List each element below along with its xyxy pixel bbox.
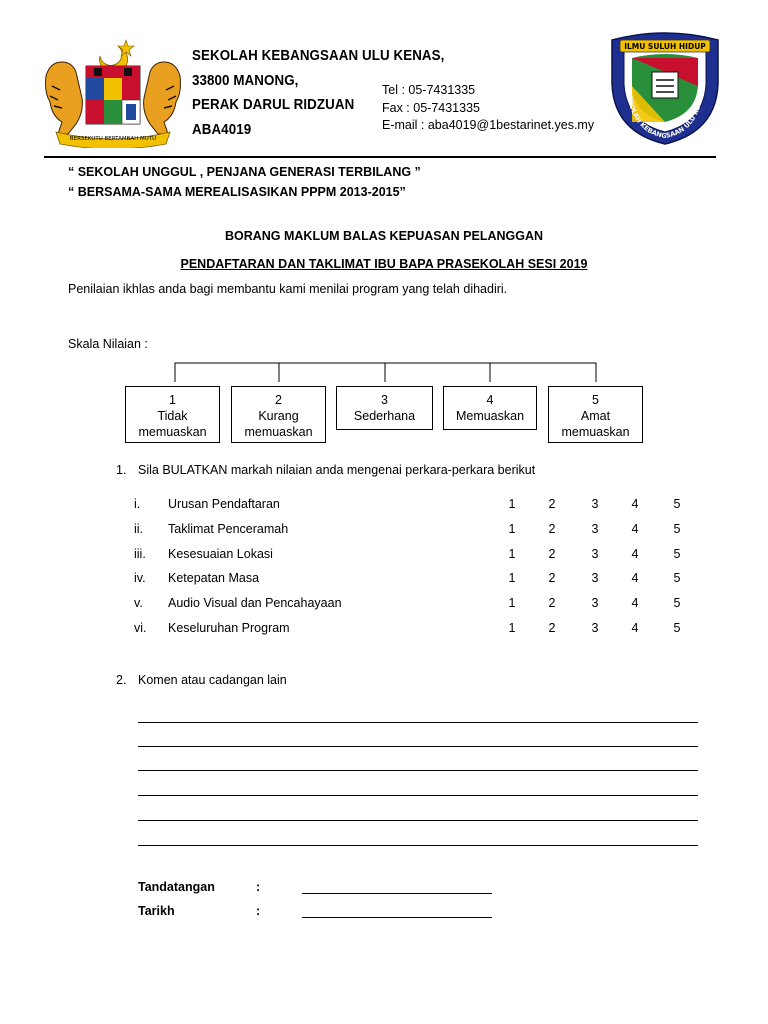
svg-text:SEKOLAH KEBANGSAAN ULU KENAS: SEKOLAH KEBANGSAAN ULU KENAS bbox=[624, 90, 706, 141]
question-2-text: Komen atau cadangan lain bbox=[138, 673, 287, 687]
comment-line[interactable] bbox=[138, 722, 698, 723]
email-text: E-mail : aba4019@1bestarinet.yes.my bbox=[382, 118, 595, 132]
rating-item-row bbox=[0, 571, 768, 591]
rating-option-3[interactable]: 3 bbox=[591, 621, 599, 635]
comment-line[interactable] bbox=[138, 746, 698, 747]
rating-item-row bbox=[0, 547, 768, 567]
question-1-number: 1. bbox=[116, 463, 127, 477]
svg-text:BERSEKUTU BERTAMBAH MUTU: BERSEKUTU BERTAMBAH MUTU bbox=[69, 136, 157, 142]
rating-item-row bbox=[0, 621, 768, 641]
svg-text:ILMU SULUH HIDUP: ILMU SULUH HIDUP bbox=[624, 42, 706, 51]
comment-line[interactable] bbox=[138, 770, 698, 771]
rating-option-4[interactable]: 4 bbox=[631, 621, 639, 635]
form-subtitle-text: PENDAFTARAN DAN TAKLIMAT IBU BAPA PRASEKOLAH SESI 2019 bbox=[180, 257, 588, 271]
rating-option-2[interactable]: 2 bbox=[548, 596, 556, 611]
item-label: Audio Visual dan Pencahayaan bbox=[168, 596, 342, 611]
scale-box-2 bbox=[231, 386, 326, 443]
scale-text: Tidak bbox=[157, 409, 188, 423]
item-roman-numeral: i. bbox=[134, 497, 141, 511]
scale-num: 3 bbox=[381, 393, 388, 407]
rating-option-2[interactable]: 2 bbox=[548, 571, 556, 586]
fax-text: Fax : 05-7431335 bbox=[382, 100, 480, 115]
contact-block bbox=[382, 82, 594, 135]
item-label: Urusan Pendaftaran bbox=[168, 497, 280, 511]
signature-line[interactable] bbox=[302, 893, 492, 894]
scale-num: 5 bbox=[592, 393, 599, 407]
item-roman-numeral: ii. bbox=[134, 521, 144, 536]
school-code: ABA4019 bbox=[192, 121, 252, 138]
rating-option-5[interactable]: 5 bbox=[673, 521, 681, 536]
rating-option-5[interactable]: 5 bbox=[673, 596, 681, 611]
question-1-text: Sila BULATKAN markah nilaian anda mengenai perkara-perkara berikut bbox=[138, 463, 536, 477]
scale-text: memuaskan bbox=[138, 425, 207, 439]
school-crest-logo bbox=[604, 28, 726, 146]
school-postcode: 33800 MANONG, bbox=[192, 72, 299, 89]
item-roman-numeral: v. bbox=[134, 596, 143, 611]
rating-option-5[interactable]: 5 bbox=[673, 497, 681, 511]
rating-option-4[interactable]: 4 bbox=[631, 596, 639, 611]
comment-line[interactable] bbox=[138, 845, 698, 846]
scale-box-1 bbox=[125, 386, 220, 443]
scale-text: Kurang bbox=[258, 409, 299, 423]
comment-line[interactable] bbox=[138, 795, 698, 796]
date-label: Tarikh bbox=[138, 904, 175, 918]
rating-item-row bbox=[0, 522, 768, 542]
scale-box-3 bbox=[336, 386, 433, 430]
rating-option-1[interactable]: 1 bbox=[508, 621, 516, 635]
rating-option-4[interactable]: 4 bbox=[631, 546, 639, 561]
rating-option-3[interactable]: 3 bbox=[591, 596, 599, 611]
scale-box-5 bbox=[548, 386, 643, 443]
rating-option-3[interactable]: 3 bbox=[591, 521, 599, 536]
rating-option-1[interactable]: 1 bbox=[508, 596, 516, 611]
scale-num: 4 bbox=[486, 393, 494, 407]
rating-option-4[interactable]: 4 bbox=[631, 521, 639, 536]
item-label: Ketepatan Masa bbox=[168, 571, 260, 586]
rating-option-3[interactable]: 3 bbox=[591, 497, 599, 511]
motto-line-2: “ BERSAMA-SAMA MEREALISASIKAN PPPM 2013-2015” bbox=[68, 185, 406, 199]
form-subtitle bbox=[0, 257, 768, 271]
school-name: SEKOLAH KEBANGSAAN ULU KENAS, bbox=[192, 48, 445, 64]
rating-option-5[interactable]: 5 bbox=[673, 621, 681, 635]
scale-box-4 bbox=[443, 386, 537, 430]
item-roman-numeral: iv. bbox=[134, 571, 146, 586]
scale-text: Amat bbox=[580, 409, 611, 423]
item-roman-numeral: vi. bbox=[134, 621, 147, 635]
intro-text: Penilaian ikhlas anda bagi membantu kami menilai program yang telah dihadiri. bbox=[68, 282, 508, 296]
scale-num: 2 bbox=[275, 393, 282, 407]
signature-colon: : bbox=[256, 880, 261, 894]
rating-option-1[interactable]: 1 bbox=[508, 497, 516, 511]
rating-option-1[interactable]: 1 bbox=[508, 546, 516, 561]
rating-option-4[interactable]: 4 bbox=[631, 497, 639, 511]
date-colon: : bbox=[256, 904, 261, 918]
rating-option-3[interactable]: 3 bbox=[591, 571, 599, 586]
rating-option-3[interactable]: 3 bbox=[591, 546, 599, 561]
scale-num: 1 bbox=[169, 393, 176, 407]
header-divider bbox=[44, 156, 716, 158]
signature-label: Tandatangan bbox=[138, 880, 215, 894]
item-label: Taklimat Penceramah bbox=[168, 521, 289, 536]
rating-item-row bbox=[0, 497, 768, 517]
rating-option-1[interactable]: 1 bbox=[508, 521, 516, 536]
malaysia-coat-of-arms-logo bbox=[38, 36, 188, 148]
item-label: Kesesuaian Lokasi bbox=[168, 546, 273, 561]
rating-option-2[interactable]: 2 bbox=[548, 621, 556, 635]
rating-option-2[interactable]: 2 bbox=[548, 521, 556, 536]
question-2-number: 2. bbox=[116, 673, 127, 687]
rating-option-5[interactable]: 5 bbox=[673, 571, 681, 586]
school-state: PERAK DARUL RIDZUAN bbox=[192, 97, 355, 113]
scale-text: Memuaskan bbox=[455, 409, 525, 423]
comment-line[interactable] bbox=[138, 820, 698, 821]
date-line[interactable] bbox=[302, 917, 492, 918]
scale-label: Skala Nilaian : bbox=[68, 337, 148, 351]
tel-text: Tel : 05-7431335 bbox=[382, 83, 476, 97]
scale-text: memuaskan bbox=[561, 425, 630, 439]
scale-text: memuaskan bbox=[244, 425, 313, 439]
rating-option-2[interactable]: 2 bbox=[548, 497, 556, 511]
rating-option-4[interactable]: 4 bbox=[631, 571, 639, 586]
item-label: Keseluruhan Program bbox=[168, 621, 290, 635]
rating-option-1[interactable]: 1 bbox=[508, 571, 516, 586]
motto-line-1: “ SEKOLAH UNGGUL , PENJANA GENERASI TERBILANG ” bbox=[68, 165, 421, 179]
scale-text: Sederhana bbox=[353, 409, 416, 423]
rating-option-5[interactable]: 5 bbox=[673, 546, 681, 561]
form-title: BORANG MAKLUM BALAS KEPUASAN PELANGGAN bbox=[224, 229, 544, 243]
item-roman-numeral: iii. bbox=[134, 546, 146, 561]
rating-item-row bbox=[0, 596, 768, 616]
rating-option-2[interactable]: 2 bbox=[548, 546, 556, 561]
